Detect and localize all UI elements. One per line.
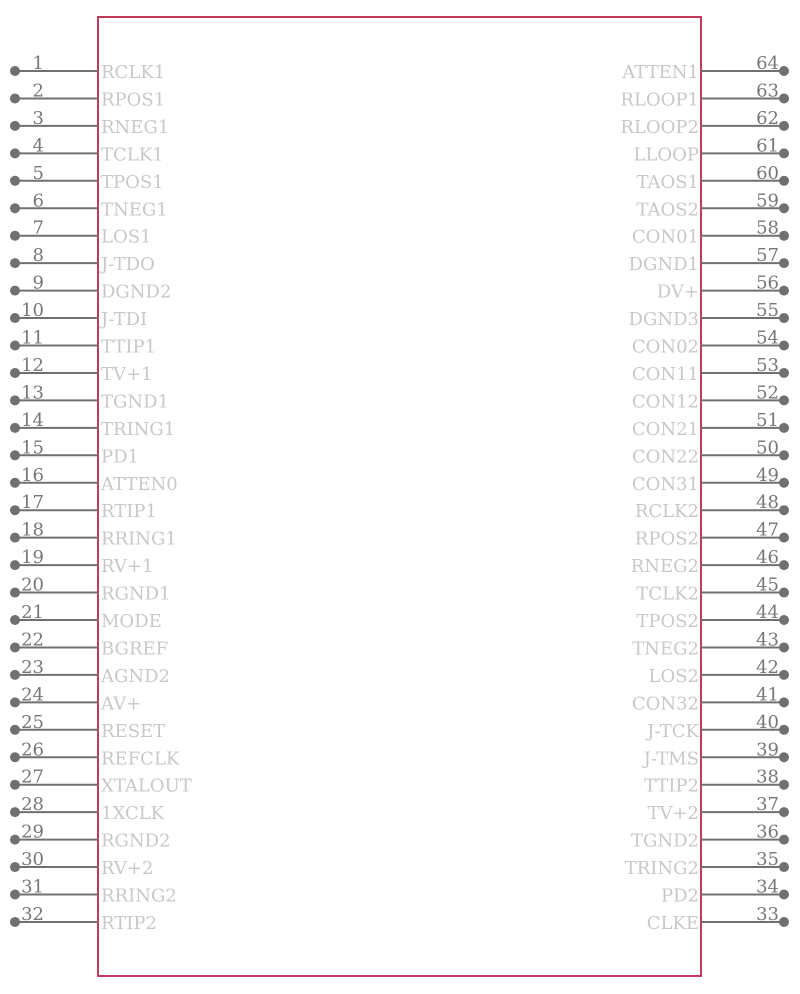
- pin-terminal-dot: [10, 203, 20, 213]
- pin-name: REFCLK: [101, 748, 180, 770]
- pin-name: ATTEN0: [101, 473, 178, 495]
- pin-name: RRING2: [101, 885, 177, 907]
- pin-terminal-dot: [10, 862, 20, 872]
- pin: [10, 300, 147, 330]
- pin-name: RPOS1: [101, 89, 166, 111]
- pin-number: 21: [21, 602, 44, 623]
- pin-number: 9: [32, 272, 44, 294]
- pin-name: CON21: [631, 418, 699, 440]
- pin-terminal-dot: [10, 478, 20, 488]
- pin: [636, 190, 789, 220]
- pin-terminal-dot: [779, 807, 789, 817]
- pin-name: TV+2: [647, 803, 699, 825]
- pin-terminal-dot: [10, 368, 20, 378]
- pin-name: CON31: [631, 473, 699, 495]
- pin-name: TGND1: [101, 391, 170, 413]
- pin: [635, 492, 789, 522]
- pin: [649, 657, 790, 687]
- pin-terminal-dot: [10, 176, 20, 186]
- pin-number: 51: [756, 409, 779, 431]
- pin-name: RESET: [101, 720, 166, 742]
- pin-number: 48: [756, 492, 779, 514]
- pin-number: 38: [756, 766, 779, 788]
- pin-number: 57: [756, 245, 779, 267]
- pin-number: 25: [21, 711, 44, 733]
- pin-name: TPOS1: [101, 171, 164, 193]
- pin: [10, 822, 171, 852]
- pin: [10, 80, 165, 110]
- pin-number: 39: [756, 739, 779, 761]
- pin: [10, 382, 169, 412]
- pin-terminal-dot: [10, 231, 20, 241]
- pin-terminal-dot: [10, 890, 20, 900]
- pin-terminal-dot: [10, 121, 20, 131]
- pin-terminal-dot: [10, 697, 20, 707]
- pin: [10, 547, 153, 577]
- pin-name: TTIP1: [101, 336, 157, 358]
- pin-terminal-dot: [10, 66, 20, 76]
- pin-name: TCLK1: [101, 144, 164, 166]
- pin-terminal-dot: [779, 423, 789, 433]
- pin-name: AGND2: [101, 665, 171, 687]
- pin-terminal-dot: [779, 917, 789, 927]
- pin-name: J-TDI: [101, 309, 148, 331]
- pin-number: 32: [21, 903, 44, 925]
- pin-number: 29: [21, 821, 44, 843]
- pin: [632, 410, 789, 440]
- pin-number: 11: [21, 327, 44, 349]
- pin-number: 26: [21, 739, 44, 761]
- pin-number: 7: [32, 217, 44, 239]
- pin-number: 62: [756, 107, 779, 129]
- pin: [10, 410, 175, 440]
- pin-number: 63: [756, 80, 779, 102]
- left-pin-column: [10, 53, 192, 934]
- pin-terminal-dot: [779, 450, 789, 460]
- pin-name: TRING1: [101, 418, 176, 440]
- pin: [10, 657, 170, 687]
- pin-name: TRING2: [624, 858, 699, 880]
- pin-number: 19: [21, 547, 44, 569]
- pin: [632, 465, 789, 495]
- pin-name: CON11: [631, 363, 699, 385]
- pin-name: J-TCK: [647, 720, 699, 742]
- pin-number: 12: [21, 354, 44, 376]
- pin-name: AV+: [101, 693, 142, 715]
- pin-number: 61: [756, 135, 779, 157]
- pin: [10, 877, 177, 907]
- pin-terminal-dot: [10, 395, 20, 405]
- pin-number: 1: [32, 53, 44, 74]
- pin-number: 44: [756, 602, 779, 623]
- pin-number: 46: [756, 547, 779, 569]
- pin-name: RGND2: [101, 830, 171, 852]
- pin-name: CLKE: [646, 912, 699, 934]
- pin-number: 36: [756, 821, 779, 843]
- pin-number: 24: [21, 684, 44, 706]
- pin-terminal-dot: [779, 148, 789, 158]
- pin-terminal-dot: [779, 313, 789, 323]
- pin-terminal-dot: [779, 258, 789, 268]
- pin-number: 64: [756, 53, 779, 74]
- pin-number: 2: [32, 80, 44, 102]
- pin: [10, 53, 165, 83]
- pin-number: 47: [756, 519, 779, 541]
- pin-terminal-dot: [779, 231, 789, 241]
- pin-number: 14: [21, 409, 44, 431]
- pin-name: LOS1: [101, 226, 152, 248]
- pin-number: 31: [21, 876, 44, 898]
- pin-name: RV+1: [101, 556, 154, 578]
- pin: [631, 547, 789, 577]
- pin: [629, 300, 789, 330]
- pin: [631, 822, 789, 852]
- pin-name: MODE: [101, 611, 162, 632]
- pin-number: 8: [32, 245, 44, 267]
- pin-name: 1XCLK: [101, 803, 165, 825]
- pin-number: 13: [21, 382, 44, 404]
- pin-terminal-dot: [779, 862, 789, 872]
- pin-terminal-dot: [779, 478, 789, 488]
- pin: [632, 328, 789, 358]
- pin: [10, 437, 139, 467]
- pin-name: RGND1: [101, 583, 171, 605]
- pin-name: RCLK2: [634, 501, 699, 523]
- pin: [645, 712, 789, 742]
- pin-terminal-dot: [779, 203, 789, 213]
- pin-number: 52: [756, 382, 779, 404]
- pin-terminal-dot: [10, 670, 20, 680]
- pin-number: 33: [756, 903, 779, 925]
- pin: [632, 382, 789, 412]
- pin-number: 35: [756, 849, 779, 871]
- pin-number: 27: [21, 766, 44, 788]
- pin-terminal-dot: [779, 560, 789, 570]
- pin-number: 18: [21, 519, 44, 541]
- pin: [10, 355, 153, 385]
- pin-terminal-dot: [779, 286, 789, 296]
- pin-name: RRING1: [101, 528, 177, 550]
- pin-name: CON01: [631, 226, 699, 248]
- pin: [632, 355, 789, 385]
- pin-name: RCLK1: [101, 62, 166, 83]
- pin-name: TV+1: [101, 363, 153, 385]
- pin-number: 4: [32, 135, 44, 157]
- pin-terminal-dot: [779, 780, 789, 790]
- pin: [10, 163, 164, 193]
- pin: [636, 575, 789, 605]
- pin-name: DGND2: [101, 281, 172, 303]
- pin-name: TAOS2: [636, 199, 699, 221]
- pin: [10, 245, 155, 275]
- pin-number: 22: [21, 629, 44, 651]
- pin-number: 55: [756, 300, 779, 322]
- pin-terminal-dot: [779, 642, 789, 652]
- pin-terminal-dot: [779, 121, 789, 131]
- pin-name: BGREF: [101, 638, 169, 660]
- pin: [632, 684, 789, 714]
- pin-number: 16: [21, 464, 44, 486]
- chip-body-outline: [98, 17, 701, 976]
- pin: [10, 767, 192, 797]
- pin: [10, 849, 153, 879]
- pin-terminal-dot: [779, 505, 789, 515]
- pin-number: 3: [32, 107, 44, 129]
- pin: [642, 739, 789, 769]
- pin-terminal-dot: [779, 395, 789, 405]
- pin-number: 54: [756, 327, 779, 349]
- pin: [647, 794, 789, 824]
- pin-terminal-dot: [10, 148, 20, 158]
- pin: [10, 190, 168, 220]
- pin: [644, 767, 789, 797]
- pin-number: 60: [756, 162, 779, 184]
- pin-number: 56: [756, 272, 779, 294]
- pin-terminal-dot: [779, 697, 789, 707]
- pin-name: PD1: [101, 446, 139, 468]
- pin-name: CON32: [631, 693, 699, 715]
- pin: [10, 328, 156, 358]
- pin-terminal-dot: [10, 505, 20, 515]
- pin-name: RLOOP2: [620, 116, 699, 138]
- pin-terminal-dot: [779, 176, 789, 186]
- pin-number: 28: [21, 794, 44, 816]
- pin: [10, 794, 165, 824]
- pin: [10, 712, 165, 742]
- pin-number: 20: [21, 574, 44, 596]
- pin-terminal-dot: [779, 368, 789, 378]
- pin: [10, 520, 177, 550]
- pin: [657, 273, 789, 303]
- pin-number: 42: [756, 656, 779, 678]
- pin-name: CON22: [631, 446, 699, 468]
- pin: [625, 849, 789, 879]
- pin-number: 50: [756, 437, 779, 459]
- pin-terminal-dot: [10, 588, 20, 598]
- pin-name: TCLK2: [636, 583, 699, 605]
- pin-terminal-dot: [779, 93, 789, 103]
- pin-terminal-dot: [10, 533, 20, 543]
- pin-terminal-dot: [779, 725, 789, 735]
- pin: [621, 53, 789, 83]
- pin-name: TTIP2: [643, 775, 699, 797]
- pin: [632, 437, 789, 467]
- pin: [632, 629, 789, 659]
- pin-number: 41: [756, 684, 779, 706]
- pin: [10, 135, 164, 165]
- pin-terminal-dot: [10, 450, 20, 460]
- pin-terminal-dot: [10, 93, 20, 103]
- right-pin-column: [620, 53, 789, 934]
- pin-name: J-TDO: [101, 254, 155, 276]
- pin: [633, 135, 789, 165]
- pin: [10, 273, 171, 303]
- pin-name: DV+: [656, 281, 699, 303]
- pin: [10, 492, 157, 522]
- pin-terminal-dot: [779, 752, 789, 762]
- pin: [635, 520, 789, 550]
- pin: [10, 218, 152, 248]
- pin-terminal-dot: [10, 560, 20, 570]
- pin-number: 37: [756, 794, 779, 816]
- pin-name: TAOS1: [636, 171, 699, 193]
- pin: [10, 629, 168, 659]
- pin-terminal-dot: [10, 258, 20, 268]
- pin-number: 23: [21, 656, 44, 678]
- pin-number: 53: [756, 354, 779, 376]
- pin: [636, 163, 789, 193]
- pin: [10, 739, 180, 769]
- pin-terminal-dot: [779, 615, 789, 625]
- pin-terminal-dot: [10, 286, 20, 296]
- pin: [10, 602, 162, 632]
- pin-name: DGND3: [628, 309, 699, 331]
- pin-name: PD2: [661, 885, 699, 907]
- pin-number: 10: [21, 300, 44, 322]
- pin-terminal-dot: [10, 341, 20, 351]
- pin-number: 30: [21, 849, 44, 871]
- pin-terminal-dot: [10, 725, 20, 735]
- pin-terminal-dot: [10, 807, 20, 817]
- pin-terminal-dot: [10, 615, 20, 625]
- pin-terminal-dot: [10, 835, 20, 845]
- pin: [661, 877, 789, 907]
- pin-name: CON12: [631, 391, 699, 413]
- pin-terminal-dot: [779, 835, 789, 845]
- pin-terminal-dot: [10, 780, 20, 790]
- pin: [629, 245, 789, 275]
- pin-terminal-dot: [10, 313, 20, 323]
- pin-terminal-dot: [10, 423, 20, 433]
- pin-name: DGND1: [628, 254, 699, 276]
- pin-number: 40: [756, 711, 779, 733]
- pin-name: ATTEN1: [622, 62, 699, 83]
- pin-number: 17: [21, 492, 44, 514]
- pin-name: TPOS2: [636, 611, 699, 632]
- pin-name: RV+2: [101, 858, 154, 880]
- pin-number: 49: [756, 464, 779, 486]
- pin-name: TNEG1: [101, 199, 168, 221]
- pin-terminal-dot: [779, 670, 789, 680]
- pin-terminal-dot: [779, 341, 789, 351]
- pin-terminal-dot: [10, 752, 20, 762]
- pin: [620, 80, 789, 110]
- pin-terminal-dot: [779, 890, 789, 900]
- pin-name: RNEG2: [630, 556, 699, 578]
- pin: [636, 602, 789, 632]
- pin-number: 45: [756, 574, 779, 596]
- pin-name: RLOOP1: [620, 89, 699, 111]
- pin-name: CON02: [631, 336, 699, 358]
- pin-number: 58: [756, 217, 779, 239]
- pin-name: XTALOUT: [101, 775, 192, 797]
- pin-number: 15: [21, 437, 44, 459]
- pin-name: LOS2: [648, 665, 699, 687]
- pin-name: RTIP2: [101, 912, 157, 934]
- pin-name: J-TMS: [643, 748, 699, 770]
- pin-name: TGND2: [630, 830, 699, 852]
- pin-terminal-dot: [779, 588, 789, 598]
- pin-name: RPOS2: [634, 528, 699, 550]
- pin: [632, 218, 789, 248]
- pin-name: LLOOP: [633, 144, 699, 166]
- pin: [10, 465, 178, 495]
- pin: [10, 684, 141, 714]
- pin-terminal-dot: [779, 533, 789, 543]
- pin-name: TNEG2: [632, 638, 699, 660]
- pin-terminal-dot: [779, 66, 789, 76]
- pin-name: RTIP1: [101, 501, 157, 523]
- pin: [10, 904, 157, 934]
- pin: [647, 904, 789, 934]
- pin: [620, 108, 789, 138]
- pin: [10, 575, 171, 605]
- pin-number: 59: [756, 190, 779, 212]
- pin-terminal-dot: [10, 642, 20, 652]
- pin-name: RNEG1: [101, 116, 170, 138]
- pin-number: 43: [756, 629, 779, 651]
- pin-number: 6: [32, 190, 44, 212]
- pin-number: 34: [756, 876, 779, 898]
- pin-terminal-dot: [10, 917, 20, 927]
- pin: [10, 108, 169, 138]
- pin-number: 5: [32, 162, 44, 184]
